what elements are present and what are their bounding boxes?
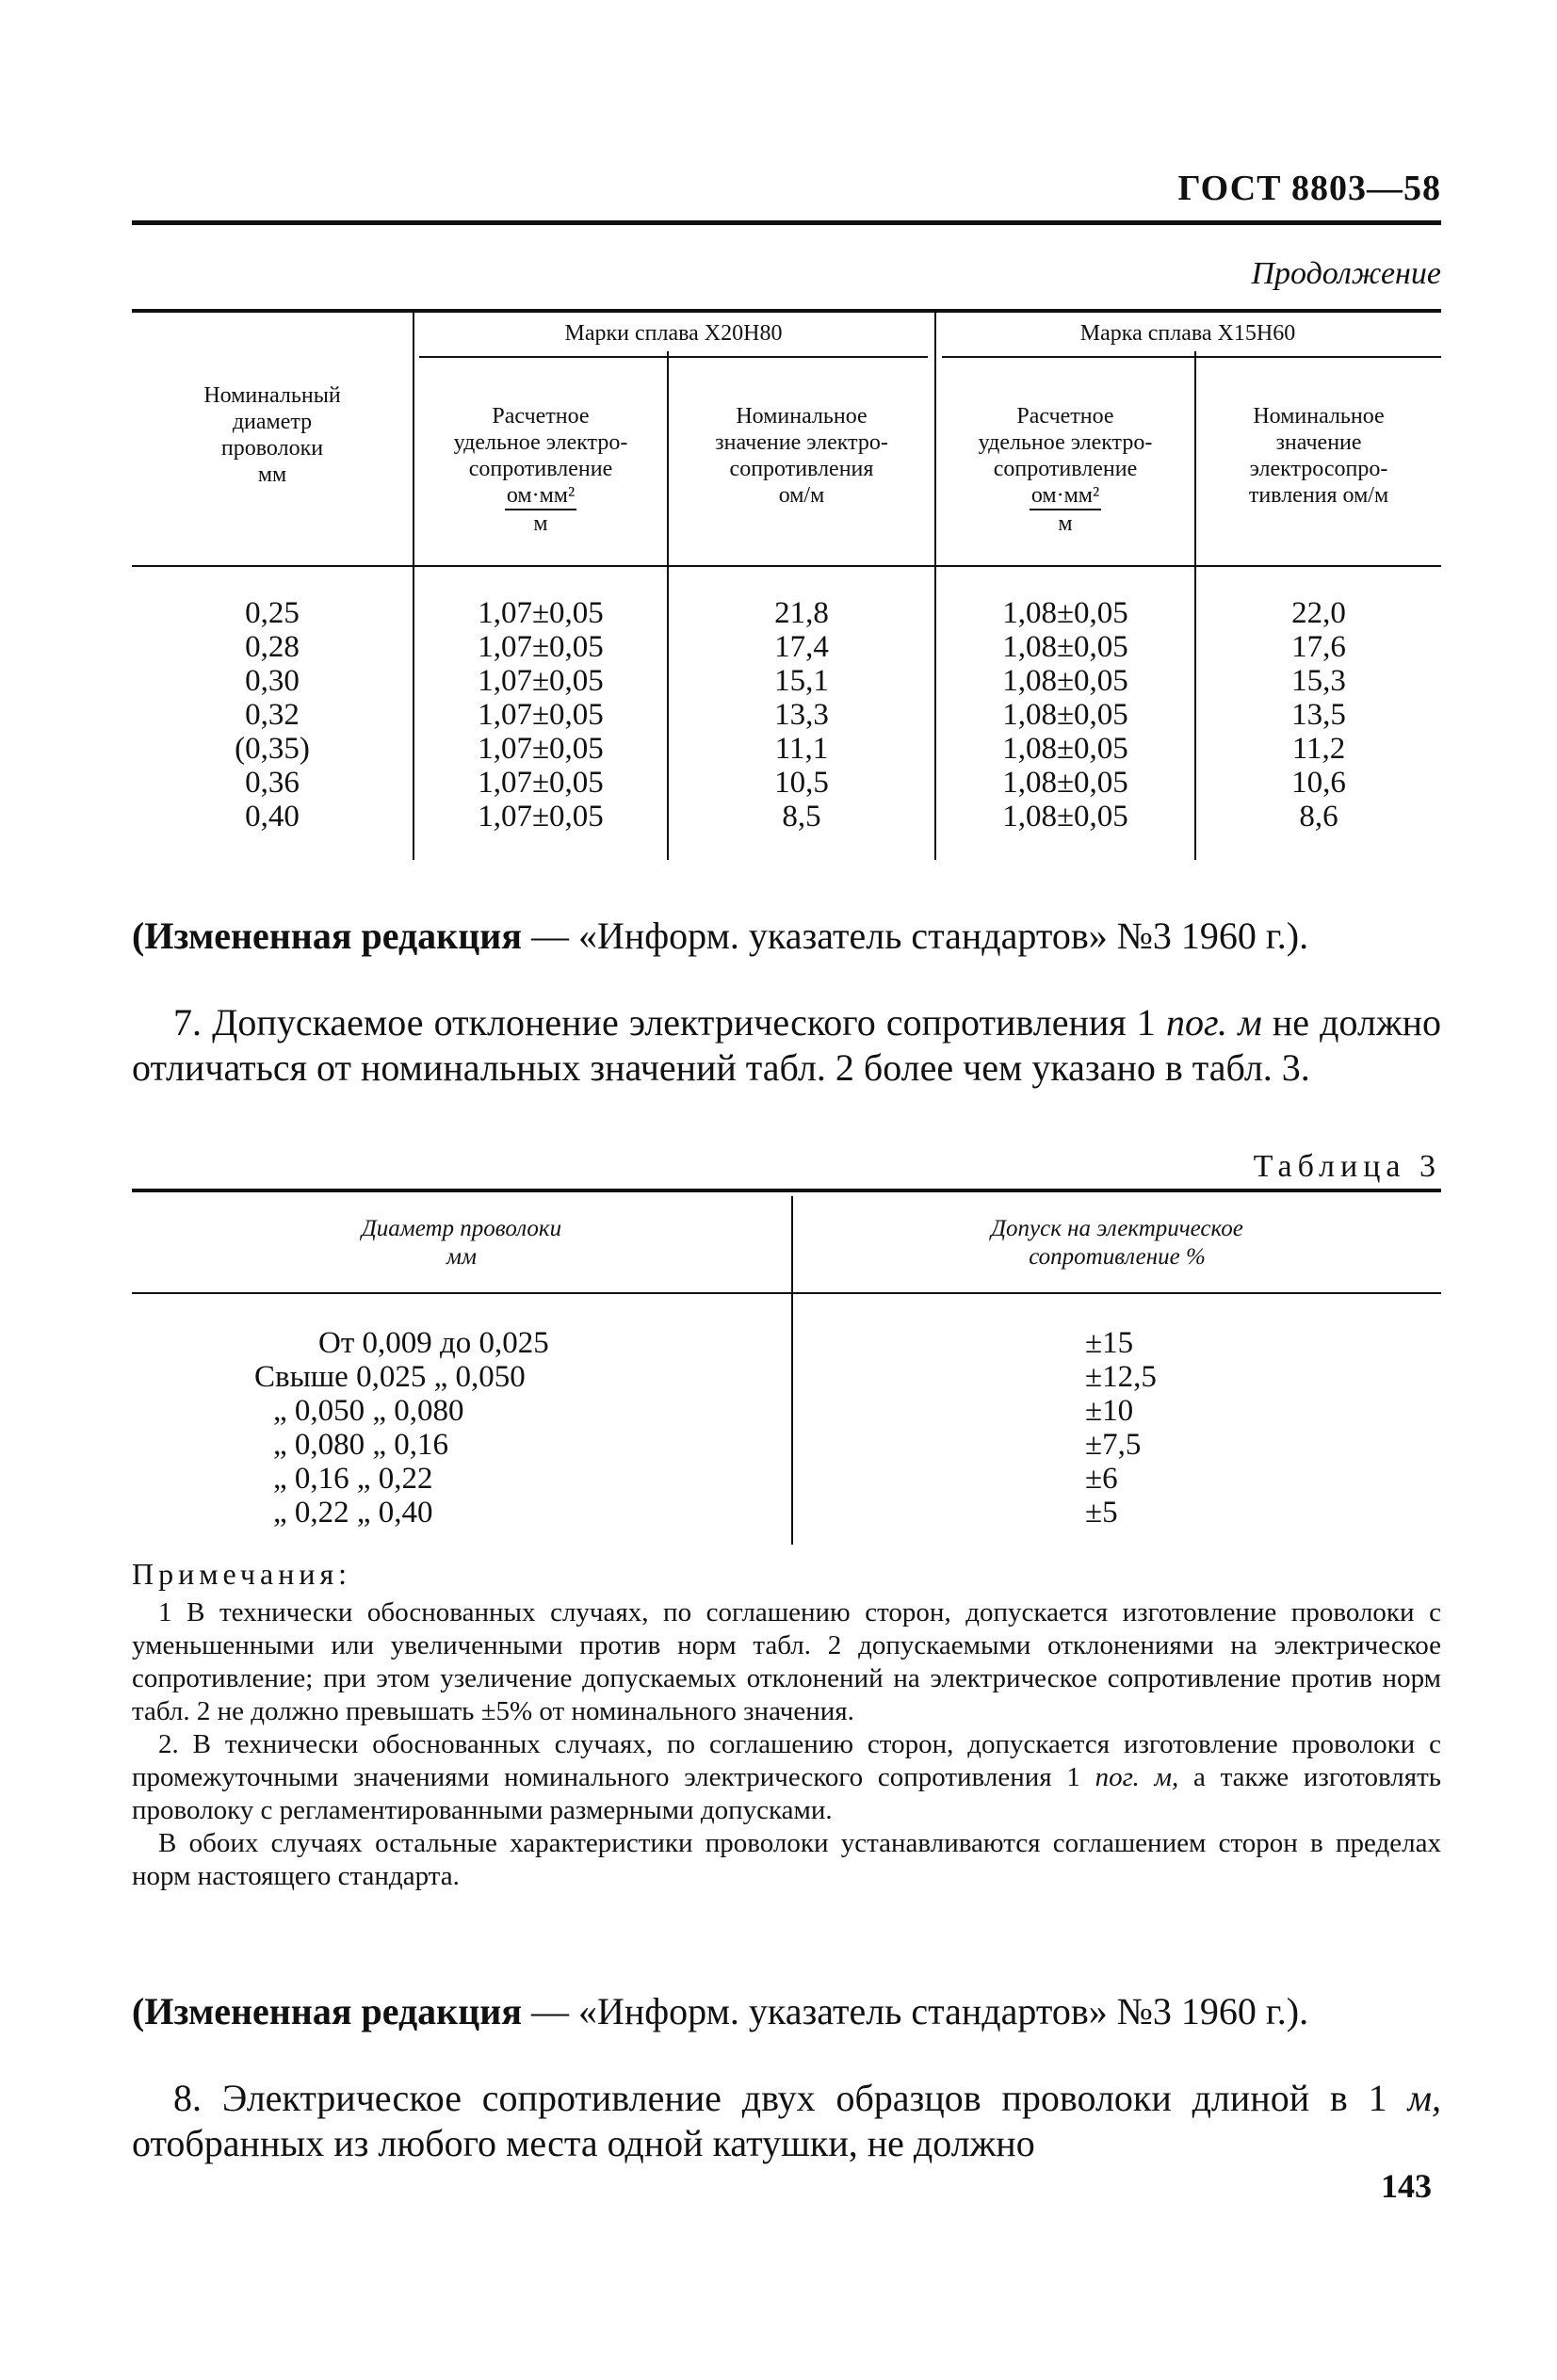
divider [419, 356, 928, 358]
header-bottom-rule [132, 565, 1441, 567]
table-3-header-rule [132, 1292, 1441, 1294]
column-diameter: 0,25 0,28 0,30 0,32 (0,35) 0,36 0,40 [235, 596, 310, 834]
column-diameter-range: От 0,009 до 0,025 Свыше 0,025 „ 0,050 „ 0,050 „ 0,080 „ 0,080 „ 0,16 „ 0,16 „ 0,22 „ 0,22 „ 0,40 [254, 1326, 549, 1530]
page-number: 143 [1381, 2167, 1432, 2205]
header-group-x15n60: Марка сплава Х15Н60 [1079, 321, 1296, 346]
header-g2-calc: Расчетное удельное электро- сопротивление $\frac{\text{ом·мм²}}{м}$ [978, 404, 1153, 536]
note-3: В обоих случаях остальные характеристики проволоки устанавливаются соглашением сторон в пределах норм настоящего стандарта. [132, 1828, 1441, 1891]
column-g1-calc: 1,07±0,05 1,07±0,05 1,07±0,05 1,07±0,05 1,07±0,05 1,07±0,05 1,07±0,05 [478, 596, 604, 834]
paragraph-8: 8. Электрическое сопротивление двух образцов проволоки длиной в 1 м, отобранных из любого места одной катушки, не должно [132, 2077, 1441, 2164]
page [132, 0, 1441, 2380]
column-g1-nominal: 21,8 17,4 15,1 13,3 11,1 10,5 8,5 [774, 596, 829, 834]
standard-header: ГОСТ 8803—58 [1177, 169, 1441, 208]
paragraph-7: 7. Допускаемое отклонение электрического сопротивления 1 пог. м не должно отличаться от номинальных значений табл. 2 более чем указано в табл. 3. [132, 1001, 1441, 1089]
table-3 [132, 1189, 1441, 1556]
divider [942, 356, 1441, 358]
table-2 [132, 309, 1441, 874]
table-top-rule [132, 309, 1441, 313]
header-diameter: Номинальный диаметр проволоки мм [203, 383, 341, 487]
header-group-x20n80: Марки сплава Х20Н80 [564, 321, 783, 346]
column-g2-nominal: 22,0 17,6 15,3 13,5 11,2 10,6 8,6 [1291, 596, 1346, 834]
column-tolerance: ±15 ±12,5 ±10 ±7,5 ±6 ±5 [1085, 1326, 1157, 1530]
notes: Примечания: 1 В технически обоснованных случаях, по соглашению сторон, допускается изготовление проволоки с уменьшенными или увеличенными против норм табл. 2 допускаемыми отклонениями на электрическое сопротивление; при этом узеличение допускаемых отклонений на электрическое сопротивление против норм табл. 2 не должно превышать ±5% от номинального значения. 2. В технически обоснованных случаях, по соглашению сторон, допускается изготовление проволоки с промежуточными значениями номинального электрического сопротивления 1 пог. м, а также изготовлять проволоку с регламентированными размерными допусками. В обоих случаях остальные характеристики проволоки устанавливаются соглашением сторон в пределах норм настоящего стандарта. [132, 1557, 1441, 1891]
column-g2-calc: 1,08±0,05 1,08±0,05 1,08±0,05 1,08±0,05 1,08±0,05 1,08±0,05 1,08±0,05 [1002, 596, 1128, 834]
note-2: 2. В технически обоснованных случаях, по соглашению сторон, допускается изготовление проволоки с промежуточными значениями номинального электрического сопротивления 1 пог. м, а также изготовлять проволоку с регламентированными размерными допусками. [132, 1729, 1441, 1825]
note-1: 1 В технически обоснованных случаях, по соглашению сторон, допускается изготовление проволоки с уменьшенными или увеличенными против норм табл. 2 допускаемыми отклонениями на электрическое сопротивление; при этом узеличение допускаемых отклонений на электрическое сопротивление против норм табл. 2 не должно превышать ±5% от номинального значения. [132, 1597, 1441, 1726]
header-g2-nominal: Номинальное значение электросопро- тивления ом/м [1248, 404, 1389, 508]
edition-note-2: (Измененная редакция — «Информ. указатель стандартов» №3 1960 г.). [132, 1990, 1309, 2032]
continuation-label: Продолжение [1251, 256, 1441, 291]
header-rule [132, 220, 1441, 225]
edition-note-1: (Измененная редакция — «Информ. указатель стандартов» №3 1960 г.). [132, 915, 1309, 957]
header-g1-calc: Расчетное удельное электро- сопротивление $\frac{\text{ом·мм²}}{м}$ [453, 404, 628, 536]
header-diameter-range: Диаметр проволоки мм [361, 1216, 562, 1270]
table-3-caption: Таблица 3 [1253, 1149, 1441, 1184]
header-tolerance: Допуск на электрическое сопротивление % [991, 1216, 1243, 1270]
header-g1-nominal: Номинальное значение электро- сопротивления ом/м [715, 404, 888, 508]
